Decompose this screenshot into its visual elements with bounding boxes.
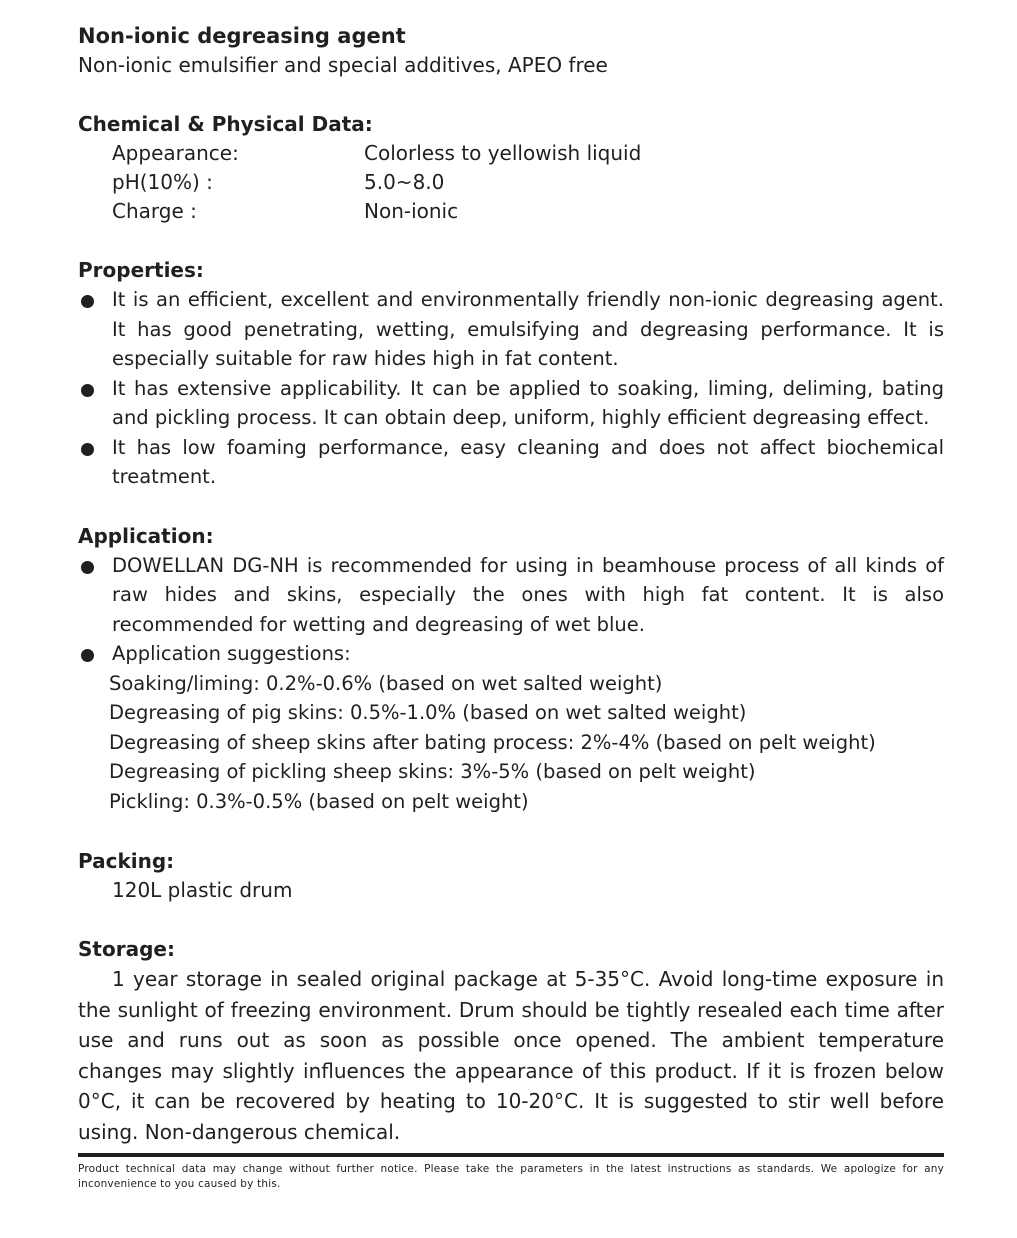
list-item: It has low foaming performance, easy cleaning and does not affect biochemical treatment. <box>78 433 944 492</box>
data-label: Charge : <box>112 199 197 223</box>
bullet-icon <box>81 561 94 574</box>
packing-heading: Packing: <box>78 849 175 873</box>
bullet-icon <box>81 295 94 308</box>
chemical-heading: Chemical & Physical Data: <box>78 112 373 136</box>
properties-list <box>78 285 944 492</box>
data-value: Non-ionic <box>364 199 459 223</box>
footer-note: Product technical data may change without further notice. Please take the parameters in the latest instructions as standards. We apologize for any inconvenience to you caused by this. <box>78 1163 944 1190</box>
data-label: pH(10%) : <box>112 170 213 194</box>
product-title: Non-ionic degreasing agent <box>78 24 406 48</box>
document <box>78 22 944 1192</box>
suggestion-item: Degreasing of pickling sheep skins: 3%-5% (based on pelt weight) <box>109 760 756 783</box>
suggestion-item: Degreasing of pig skins: 0.5%-1.0% (based on wet salted weight) <box>109 701 747 724</box>
packing-text: 120L plastic drum <box>112 878 293 902</box>
suggestion-item: Soaking/liming: 0.2%-0.6% (based on wet salted weight) <box>109 671 663 695</box>
application-heading: Application: <box>78 523 214 548</box>
product-subtitle: Non-ionic emulsifier and special additives, APEO free <box>78 53 608 77</box>
list-item: It has extensive applicability. It can be applied to soaking, liming, deliming, bating and pickling process. It can obtain deep, uniform, highly efficient degreasing effect. <box>78 374 944 433</box>
data-row-charge <box>78 197 944 226</box>
properties-heading: Properties: <box>78 258 204 282</box>
bullet-icon <box>81 443 94 456</box>
list-item: It is an efficient, excellent and environmentally friendly non-ionic degreasing agent. It has good penetrating, wetting, emulsifying and degreasing performance. It is especially suitable for raw hides high in fat content. <box>78 285 944 374</box>
data-value: 5.0~8.0 <box>364 170 445 194</box>
storage-heading: Storage: <box>78 937 175 961</box>
suggestion-item: Degreasing of sheep skins after bating process: 2%-4% (based on pelt weight) <box>109 730 876 754</box>
bullet-icon <box>81 649 94 662</box>
data-row-appearance <box>78 139 944 168</box>
data-value: Colorless to yellowish liquid <box>364 141 642 165</box>
application-list <box>78 551 944 669</box>
bullet-icon <box>81 384 94 397</box>
footer-divider <box>78 1153 944 1157</box>
storage-text: 1 year storage in sealed original package at 5-35°C. Avoid long-time exposure in the sunlight of freezing environment. Drum should be tightly resealed each time after use and runs out as soon as possible once opened. The ambient temperature changes may slightly influences the appearance of this product. If it is frozen below 0°C, it can be recovered by heating to 10-20°C. It is suggested to stir well before using. Non-dangerous chemical. <box>78 967 944 1144</box>
data-label: Appearance: <box>112 141 239 165</box>
list-item: DOWELLAN DG-NH is recommended for using in beamhouse process of all kinds of raw hides and skins, especially the ones with high fat content. It is also recommended for wetting and degreasing of wet blue. <box>78 551 944 640</box>
list-item: Application suggestions: <box>78 639 944 669</box>
data-row-ph <box>78 168 944 197</box>
suggestion-item: Pickling: 0.3%-0.5% (based on pelt weight) <box>109 789 529 813</box>
